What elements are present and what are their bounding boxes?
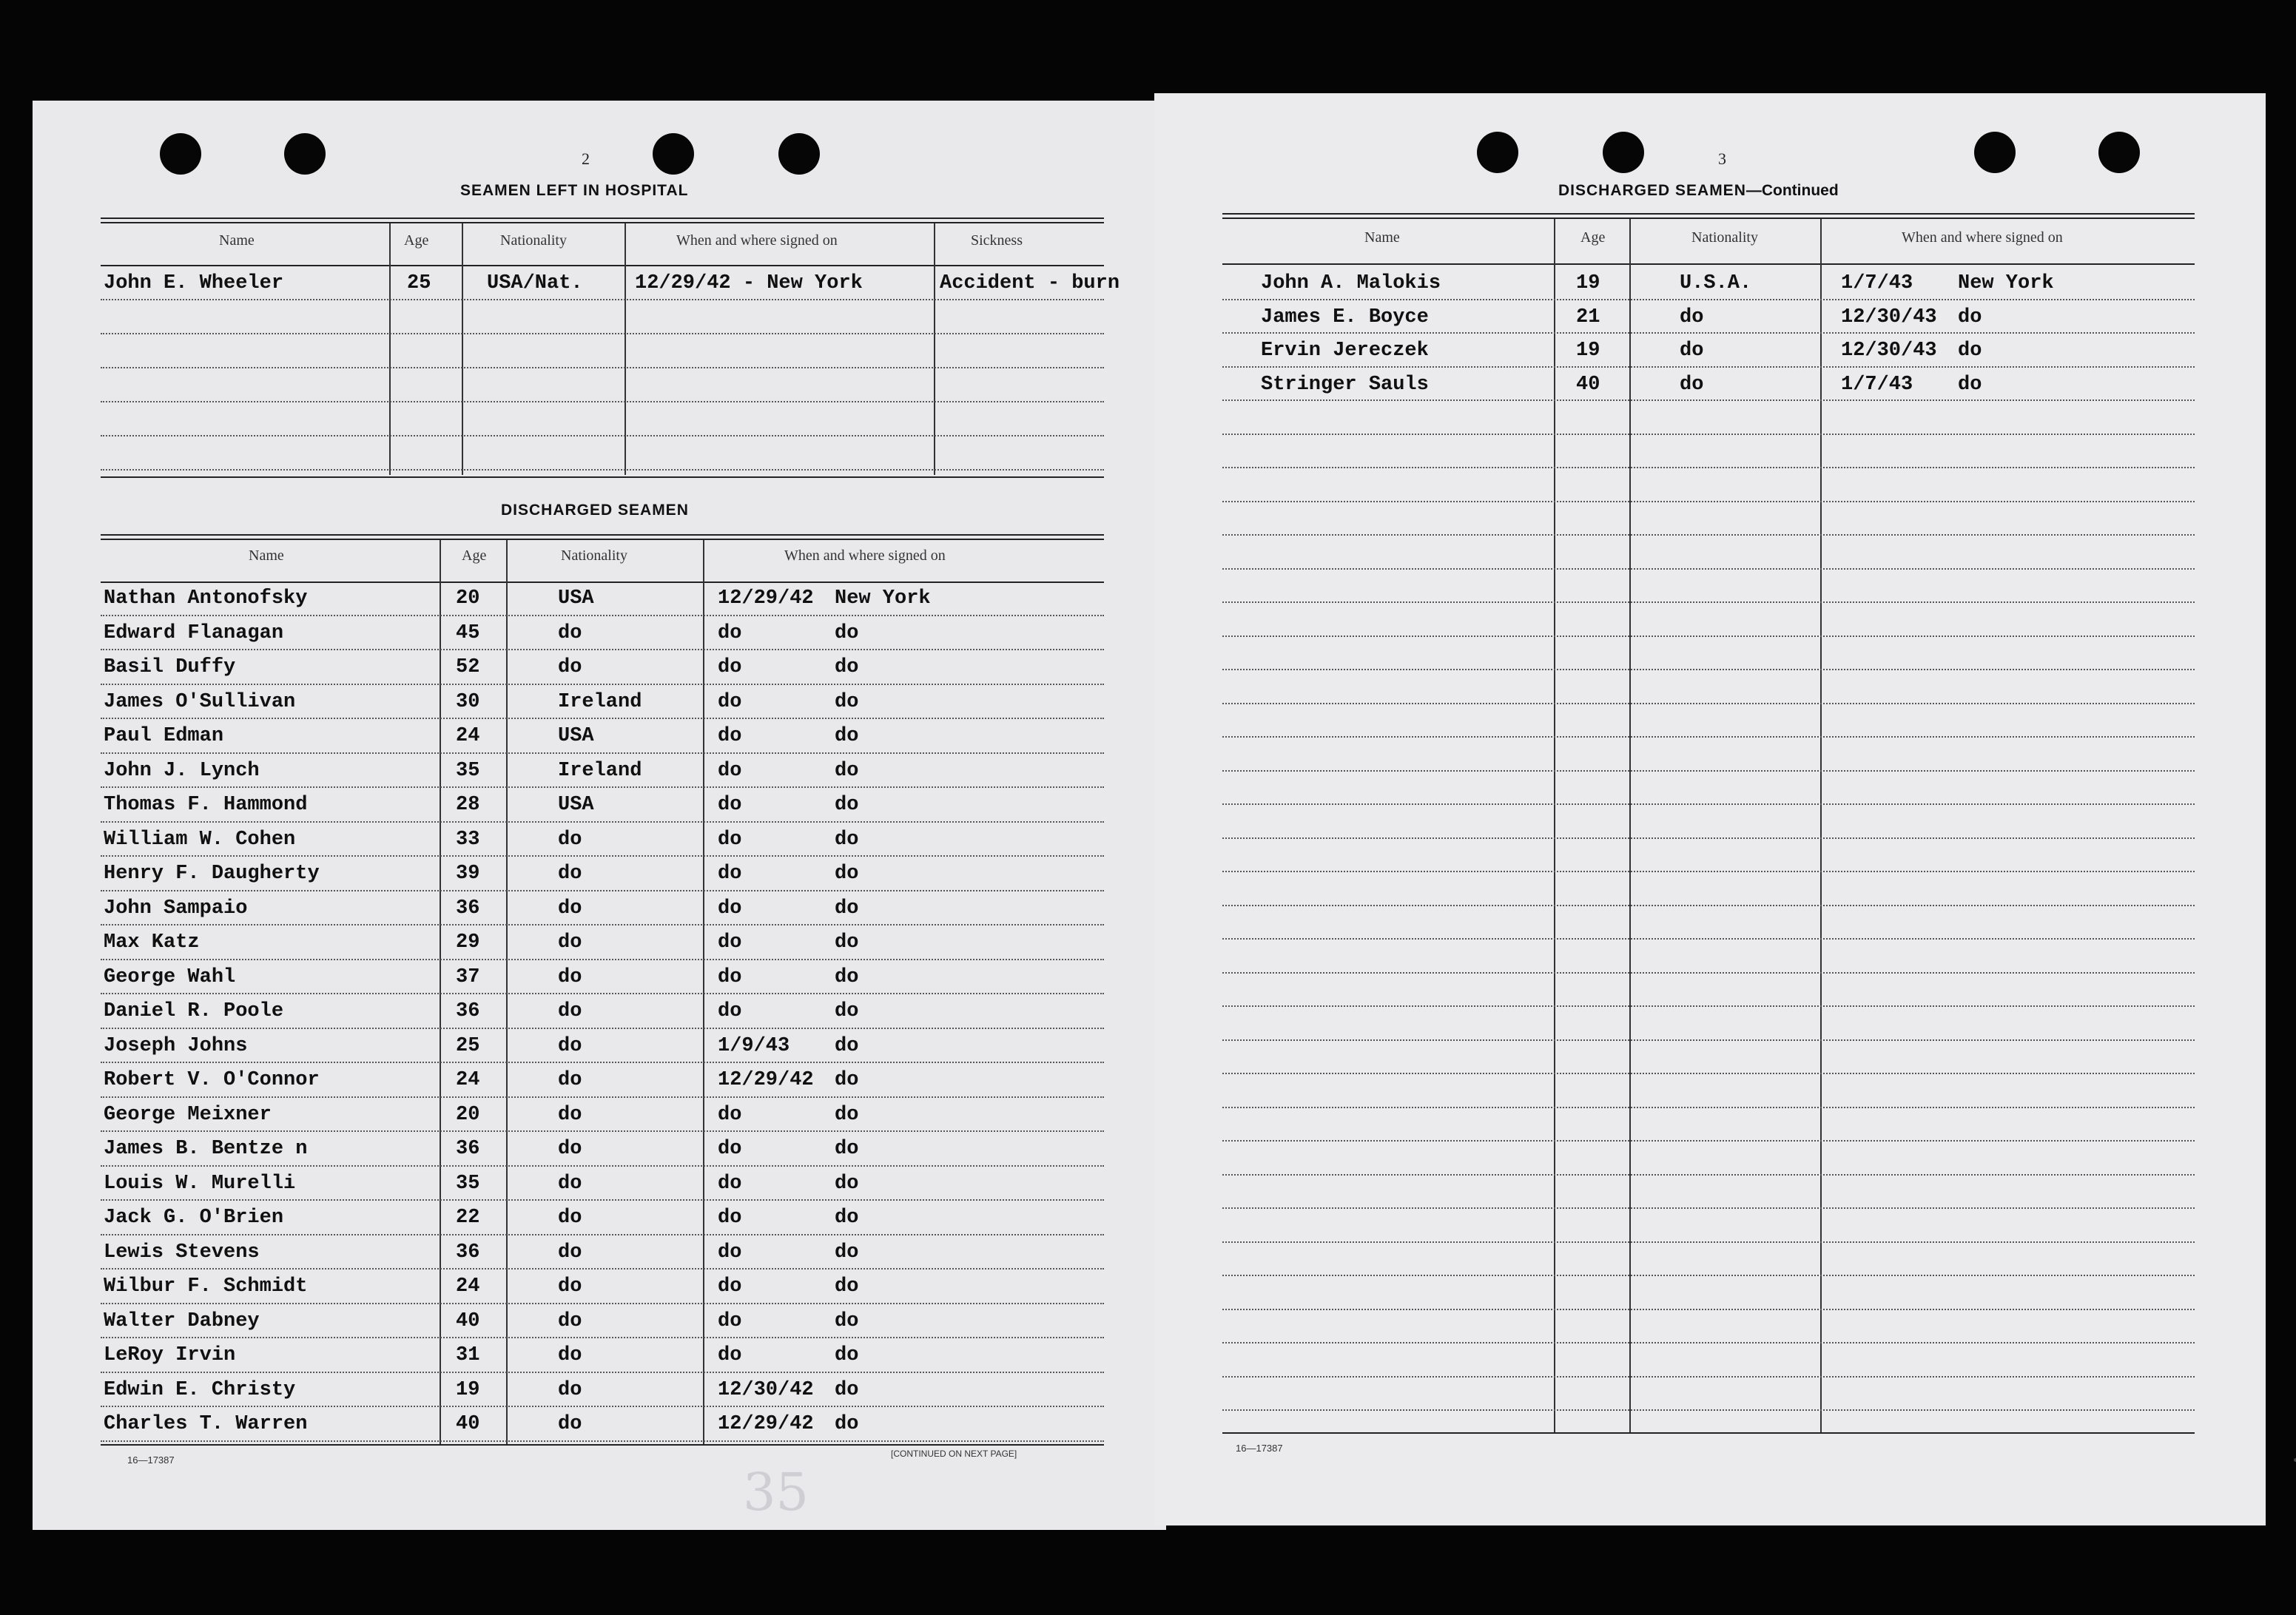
- row-guide-line: [1222, 972, 2195, 974]
- table-cell: do: [718, 828, 742, 851]
- row-guide-line: [1222, 837, 2195, 839]
- header-rule: [101, 581, 1104, 583]
- table-cell: do: [558, 1344, 582, 1366]
- table-cell: do: [558, 965, 582, 988]
- table-cell: do: [835, 1103, 859, 1126]
- row-guide-line: [101, 993, 1104, 994]
- row-guide-line: [101, 469, 1104, 471]
- table-cell: 52: [456, 656, 480, 678]
- row-guide-line: [101, 1372, 1104, 1373]
- table-cell: 19: [1576, 340, 1600, 362]
- table-cell: New York: [1958, 272, 2054, 294]
- table-cell: do: [1958, 373, 1982, 396]
- row-guide-line: [101, 821, 1104, 823]
- seaman-name: John A. Malokis: [1261, 272, 1441, 294]
- table-cell: do: [718, 1309, 742, 1332]
- table-cell: 33: [456, 828, 480, 851]
- seaman-name: Basil Duffy: [104, 656, 236, 678]
- column-divider: [1629, 219, 1631, 1432]
- table-bottom-rule: [101, 476, 1104, 478]
- table-cell: do: [558, 1069, 582, 1091]
- column-divider: [506, 540, 508, 1444]
- binder-hole: [1974, 132, 2016, 173]
- header-rule: [101, 265, 1104, 266]
- row-guide-line: [1222, 299, 2195, 300]
- column-header: Nationality: [500, 232, 567, 249]
- table-cell: 20: [456, 587, 480, 610]
- seaman-name: William W. Cohen: [104, 828, 296, 851]
- table-cell: 35: [456, 759, 480, 782]
- pencil-mark: 35: [743, 1462, 809, 1523]
- row-guide-line: [101, 333, 1104, 334]
- table-cell: do: [558, 656, 582, 678]
- table-cell: 12/29/42: [718, 1069, 814, 1091]
- right-page: [1154, 93, 2266, 1525]
- row-guide-line: [1222, 1073, 2195, 1074]
- seaman-name: Paul Edman: [104, 725, 224, 747]
- seaman-name: Robert V. O'Connor: [104, 1069, 320, 1091]
- table-cell: do: [558, 897, 582, 920]
- table-cell: do: [835, 1378, 859, 1401]
- table-cell: do: [558, 1172, 582, 1195]
- table-cell: 25: [407, 272, 431, 294]
- row-guide-line: [1222, 501, 2195, 502]
- table-cell: do: [835, 1172, 859, 1195]
- seaman-name: Thomas F. Hammond: [104, 794, 308, 816]
- table-cell: do: [1958, 306, 1982, 328]
- table-cell: do: [718, 863, 742, 885]
- table-cell: do: [718, 931, 742, 954]
- table-cell: do: [718, 621, 742, 644]
- row-guide-line: [101, 649, 1104, 650]
- table-cell: do: [558, 1103, 582, 1126]
- table-cell: 1/7/43: [1841, 373, 1913, 396]
- table-cell: do: [835, 1344, 859, 1366]
- table-cell: do: [835, 897, 859, 920]
- row-guide-line: [1222, 366, 2195, 368]
- table-cell: 12/29/42 - New York: [635, 272, 863, 294]
- row-guide-line: [1222, 736, 2195, 738]
- table-cell: 36: [456, 897, 480, 920]
- table-cell: do: [1680, 306, 1704, 328]
- column-header: Name: [249, 547, 284, 564]
- row-guide-line: [1222, 635, 2195, 637]
- table-cell: 28: [456, 794, 480, 816]
- row-guide-line: [1222, 1174, 2195, 1176]
- row-guide-line: [101, 1268, 1104, 1270]
- binder-hole: [778, 133, 820, 175]
- seaman-name: Nathan Antonofsky: [104, 587, 308, 610]
- seaman-name: Edwin E. Christy: [104, 1378, 296, 1401]
- table-cell: do: [835, 965, 859, 988]
- column-divider: [1820, 219, 1822, 1432]
- table-cell: do: [835, 759, 859, 782]
- column-divider: [462, 223, 463, 475]
- column-header: Age: [404, 232, 429, 249]
- table-cell: do: [558, 621, 582, 644]
- binder-hole: [1603, 132, 1644, 173]
- row-guide-line: [1222, 770, 2195, 772]
- binder-hole: [1477, 132, 1518, 173]
- table-cell: 12/30/43: [1841, 340, 1937, 362]
- row-guide-line: [101, 1165, 1104, 1167]
- row-guide-line: [1222, 703, 2195, 704]
- row-guide-line: [101, 1234, 1104, 1235]
- table-cell: do: [835, 1138, 859, 1160]
- table-cell: 45: [456, 621, 480, 644]
- table-cell: do: [558, 1034, 582, 1057]
- form-number: 16—17387: [127, 1454, 175, 1466]
- seaman-name: Joseph Johns: [104, 1034, 248, 1057]
- column-divider: [934, 223, 935, 475]
- column-header: Age: [462, 547, 487, 564]
- table-cell: do: [718, 1103, 742, 1126]
- table-cell: 12/29/42: [718, 1413, 814, 1435]
- row-guide-line: [101, 299, 1104, 300]
- table-cell: do: [558, 1138, 582, 1160]
- row-guide-line: [1222, 1309, 2195, 1310]
- table-cell: do: [835, 828, 859, 851]
- row-guide-line: [1222, 601, 2195, 603]
- table-cell: 30: [456, 690, 480, 713]
- row-guide-line: [1222, 1039, 2195, 1041]
- seaman-name: James E. Boyce: [1261, 306, 1429, 328]
- seaman-name: Stringer Sauls: [1261, 373, 1429, 396]
- table-cell: 24: [456, 1069, 480, 1091]
- table-cell: do: [558, 1000, 582, 1022]
- row-guide-line: [101, 786, 1104, 788]
- table-cell: 40: [1576, 373, 1600, 396]
- row-guide-line: [101, 615, 1104, 616]
- table-cell: 29: [456, 931, 480, 954]
- table-cell: do: [1680, 340, 1704, 362]
- row-guide-line: [1222, 1005, 2195, 1007]
- table-cell: do: [558, 863, 582, 885]
- table-cell: do: [718, 897, 742, 920]
- row-guide-line: [1222, 803, 2195, 805]
- table-cell: do: [558, 1207, 582, 1229]
- table-cell: 20: [456, 1103, 480, 1126]
- binder-hole: [284, 133, 326, 175]
- table-cell: 21: [1576, 306, 1600, 328]
- row-guide-line: [101, 1406, 1104, 1407]
- table-cell: 19: [1576, 272, 1600, 294]
- table-cell: do: [558, 1378, 582, 1401]
- column-divider: [440, 540, 441, 1444]
- table-cell: Ireland: [558, 690, 642, 713]
- column-header: When and where signed on: [784, 547, 946, 564]
- column-header: When and where signed on: [676, 232, 838, 249]
- row-guide-line: [1222, 1275, 2195, 1276]
- seaman-name: Max Katz: [104, 931, 200, 954]
- column-divider: [389, 223, 391, 475]
- table-cell: 25: [456, 1034, 480, 1057]
- table-cell: do: [835, 1207, 859, 1229]
- row-guide-line: [101, 855, 1104, 857]
- row-guide-line: [1222, 1376, 2195, 1378]
- seaman-name: James B. Bentze n: [104, 1138, 308, 1160]
- table-cell: do: [835, 690, 859, 713]
- row-guide-line: [1222, 905, 2195, 906]
- table-cell: 40: [456, 1413, 480, 1435]
- seaman-name: Charles T. Warren: [104, 1413, 308, 1435]
- table-cell: 1/9/43: [718, 1034, 790, 1057]
- table-cell: 12/29/42: [718, 587, 814, 610]
- row-guide-line: [101, 1062, 1104, 1063]
- seaman-name: Daniel R. Poole: [104, 1000, 284, 1022]
- table-cell: do: [718, 1172, 742, 1195]
- table-cell: 22: [456, 1207, 480, 1229]
- table-cell: do: [718, 725, 742, 747]
- row-guide-line: [101, 1028, 1104, 1029]
- column-header: Nationality: [561, 547, 627, 564]
- seaman-name: John J. Lynch: [104, 759, 260, 782]
- table-cell: do: [835, 931, 859, 954]
- table-cell: 31: [456, 1344, 480, 1366]
- table-bottom-rule: [1222, 1432, 2195, 1434]
- table-cell: do: [558, 1309, 582, 1332]
- row-guide-line: [101, 890, 1104, 891]
- table-cell: do: [718, 759, 742, 782]
- row-guide-line: [101, 752, 1104, 754]
- table-cell: 39: [456, 863, 480, 885]
- row-guide-line: [101, 401, 1104, 402]
- row-guide-line: [101, 367, 1104, 368]
- row-guide-line: [1222, 871, 2195, 872]
- row-guide-line: [101, 435, 1104, 436]
- binder-hole: [2098, 132, 2140, 173]
- table-cell: 19: [456, 1378, 480, 1401]
- table-cell: do: [718, 656, 742, 678]
- row-guide-line: [1222, 434, 2195, 435]
- table-cell: 36: [456, 1000, 480, 1022]
- discharged-section-title: DISCHARGED SEAMEN: [501, 502, 689, 519]
- page-number: 2: [582, 149, 590, 168]
- column-header: Nationality: [1691, 229, 1758, 246]
- column-divider: [703, 540, 704, 1444]
- table-cell: do: [718, 1000, 742, 1022]
- seaman-name: Henry F. Daugherty: [104, 863, 320, 885]
- seaman-name: George Meixner: [104, 1103, 272, 1126]
- table-cell: do: [1680, 373, 1704, 396]
- row-guide-line: [101, 1440, 1104, 1442]
- row-guide-line: [1222, 1409, 2195, 1411]
- table-cell: do: [558, 1413, 582, 1435]
- table-cell: do: [835, 1034, 859, 1057]
- table-top-rule: [1222, 213, 2195, 215]
- seaman-name: Edward Flanagan: [104, 621, 284, 644]
- table-cell: do: [835, 1275, 859, 1298]
- table-cell: do: [718, 1275, 742, 1298]
- seaman-name: Lewis Stevens: [104, 1241, 260, 1264]
- table-cell: do: [835, 725, 859, 747]
- row-guide-line: [1222, 669, 2195, 670]
- row-guide-line: [1222, 568, 2195, 570]
- section-title-main: DISCHARGED SEAMEN: [1558, 182, 1746, 199]
- row-guide-line: [1222, 1342, 2195, 1343]
- seaman-name: George Wahl: [104, 965, 236, 988]
- row-guide-line: [101, 1096, 1104, 1098]
- seaman-name: Louis W. Murelli: [104, 1172, 296, 1195]
- page-number: 3: [1718, 149, 1726, 168]
- seaman-name: James O'Sullivan: [104, 690, 296, 713]
- table-cell: Accident - burn: [940, 272, 1120, 294]
- table-cell: do: [835, 656, 859, 678]
- column-header: Name: [1364, 229, 1400, 246]
- table-cell: 1/7/43: [1841, 272, 1913, 294]
- table-cell: do: [558, 1275, 582, 1298]
- row-guide-line: [101, 924, 1104, 925]
- left-page: [33, 101, 1166, 1530]
- row-guide-line: [1222, 332, 2195, 334]
- table-cell: 35: [456, 1172, 480, 1195]
- table-cell: 24: [456, 725, 480, 747]
- row-guide-line: [101, 959, 1104, 960]
- row-guide-line: [1222, 399, 2195, 401]
- table-cell: do: [835, 1241, 859, 1264]
- table-cell: 24: [456, 1275, 480, 1298]
- table-cell: 36: [456, 1138, 480, 1160]
- table-cell: do: [835, 1000, 859, 1022]
- table-top-rule: [101, 218, 1104, 219]
- table-cell: Ireland: [558, 759, 642, 782]
- section-title-suffix: —Continued: [1745, 182, 1839, 199]
- table-cell: 40: [456, 1309, 480, 1332]
- column-header: Sickness: [971, 232, 1023, 249]
- hospital-section-title: SEAMEN LEFT IN HOSPITAL: [460, 182, 689, 199]
- table-cell: do: [835, 1413, 859, 1435]
- column-divider: [1554, 219, 1555, 1432]
- seaman-name: John E. Wheeler: [104, 272, 284, 294]
- row-guide-line: [1222, 1241, 2195, 1243]
- seaman-name: LeRoy Irvin: [104, 1344, 236, 1366]
- table-bottom-rule: [101, 1444, 1104, 1446]
- table-cell: do: [835, 863, 859, 885]
- table-cell: do: [835, 1309, 859, 1332]
- table-cell: 37: [456, 965, 480, 988]
- table-cell: do: [718, 1344, 742, 1366]
- row-guide-line: [101, 684, 1104, 685]
- column-divider: [625, 223, 626, 475]
- row-guide-line: [101, 1199, 1104, 1201]
- row-guide-line: [101, 1303, 1104, 1304]
- row-guide-line: [101, 1130, 1104, 1132]
- seaman-name: Wilbur F. Schmidt: [104, 1275, 308, 1298]
- row-guide-line: [1222, 467, 2195, 468]
- table-cell: 12/30/42: [718, 1378, 814, 1401]
- binder-hole: [160, 133, 201, 175]
- table-cell: do: [835, 1069, 859, 1091]
- table-cell: do: [835, 794, 859, 816]
- column-header: Name: [219, 232, 255, 249]
- table-cell: do: [718, 965, 742, 988]
- column-header: When and where signed on: [1902, 229, 2063, 246]
- table-cell: 36: [456, 1241, 480, 1264]
- seaman-name: John Sampaio: [104, 897, 248, 920]
- table-cell: do: [718, 690, 742, 713]
- table-cell: USA/Nat.: [487, 272, 583, 294]
- column-header: Age: [1580, 229, 1606, 246]
- row-guide-line: [101, 1337, 1104, 1338]
- form-number: 16—17387: [1236, 1443, 1283, 1454]
- table-cell: do: [718, 1207, 742, 1229]
- table-cell: do: [718, 1138, 742, 1160]
- row-guide-line: [1222, 534, 2195, 536]
- continued-section-title: [1558, 182, 1839, 200]
- table-cell: U.S.A.: [1680, 272, 1752, 294]
- table-cell: USA: [558, 794, 594, 816]
- table-cell: do: [718, 1241, 742, 1264]
- table-cell: New York: [835, 587, 931, 610]
- table-cell: USA: [558, 587, 594, 610]
- row-guide-line: [1222, 1207, 2195, 1209]
- row-guide-line: [1222, 1107, 2195, 1108]
- seaman-name: Ervin Jereczek: [1261, 340, 1429, 362]
- table-cell: do: [835, 621, 859, 644]
- table-cell: do: [558, 828, 582, 851]
- seaman-name: Walter Dabney: [104, 1309, 260, 1332]
- binder-hole: [653, 133, 694, 175]
- table-cell: do: [558, 1241, 582, 1264]
- row-guide-line: [101, 718, 1104, 719]
- seaman-name: Jack G. O'Brien: [104, 1207, 284, 1229]
- table-cell: USA: [558, 725, 594, 747]
- table-cell: do: [718, 794, 742, 816]
- row-guide-line: [1222, 938, 2195, 940]
- continued-note: [CONTINUED ON NEXT PAGE]: [891, 1449, 1017, 1459]
- table-cell: do: [1958, 340, 1982, 362]
- header-rule: [1222, 263, 2195, 265]
- table-cell: do: [558, 931, 582, 954]
- table-cell: 12/30/43: [1841, 306, 1937, 328]
- row-guide-line: [1222, 1140, 2195, 1142]
- table-top-rule: [101, 534, 1104, 536]
